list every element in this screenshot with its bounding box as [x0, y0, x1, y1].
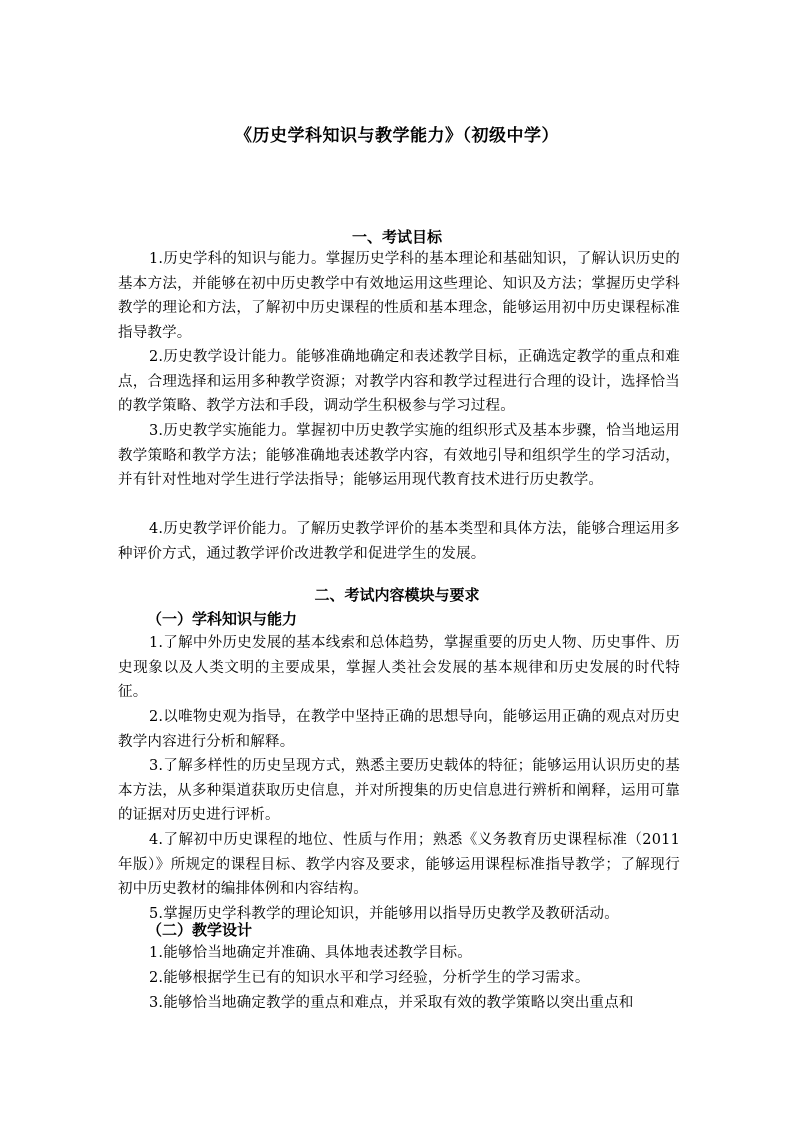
paragraph: 1.能够恰当地确定并准确、具体地表述教学目标。: [149, 945, 472, 961]
section-heading-exam-objectives: 一、考试目标: [351, 228, 442, 246]
paragraph: 3.了解多样性的历史呈现方式，熟悉主要历史载体的特征；能够运用认识历史的基本方法，从多种渠道获取历史信息，并对所搜集的历史信息进行辨析和阐释，运用可靠的证据对历史进行评析。: [118, 758, 680, 824]
paragraph: 4.历史教学评价能力。了解历史教学评价的基本类型和具体方法，能够合理运用多种评价方式，通过教学评价改进教学和促进学生的发展。: [118, 521, 680, 562]
paragraph: 3.历史教学实施能力。掌握初中历史教学实施的组织形式及基本步骤，恰当地运用教学策略和教学方法；能够准确地表述教学内容，有效地引导和组织学生的学习活动，并有针对性地对学生进行学法指导；能够运用现代教育技术进行历史教学。: [118, 423, 680, 489]
paragraph: 3.能够恰当地确定教学的重点和难点，并采取有效的教学策略以突出重点和: [149, 995, 634, 1011]
subsection-heading-subject-knowledge: （一）学科知识与能力: [147, 610, 298, 628]
subsection-heading-teaching-design: （二）教学设计: [147, 921, 253, 939]
paragraph: 1.历史学科的知识与能力。掌握历史学科的基本理论和基础知识，了解认识历史的基本方法，并能够在初中历史教学中有效地运用这些理论、知识及方法；掌握历史学科教学的理论和方法，了解初中历史课程的性质和基本理念，能够运用初中历史课程标准指导教学。: [118, 251, 680, 342]
section-heading-content-modules: 二、考试内容模块与要求: [314, 586, 480, 604]
paragraph: 2.以唯物史观为指导，在教学中坚持正确的思想导向，能够运用正确的观点对历史教学内容进行分析和解释。: [118, 709, 680, 750]
paragraph: 1.了解中外历史发展的基本线索和总体趋势，掌握重要的历史人物、历史事件、历史现象以及人类文明的主要成果，掌握人类社会发展的基本规律和历史发展的时代特征。: [118, 635, 680, 701]
paragraph: 2.能够根据学生已有的知识水平和学习经验，分析学生的学习需求。: [149, 970, 590, 986]
paragraph: 4.了解初中历史课程的地位、性质与作用；熟悉《义务教育历史课程标准（2011年版）》所规定的课程目标、教学内容及要求，能够运用课程标准指导教学；了解现行初中历史教材的编排体例和内容结构。: [118, 832, 680, 898]
paragraph: 2.历史教学设计能力。能够准确地确定和表述教学目标，正确选定教学的重点和难点，合理选择和运用多种教学资源；对教学内容和教学过程进行合理的设计，选择恰当的教学策略、教学方法和手段，调动学生积极参与学习过程。: [118, 349, 680, 415]
paragraph: 5.掌握历史学科教学的理论知识，并能够用以指导历史教学及教研活动。: [149, 906, 619, 922]
document-title: 《历史学科知识与教学能力》（初级中学）: [235, 126, 559, 146]
